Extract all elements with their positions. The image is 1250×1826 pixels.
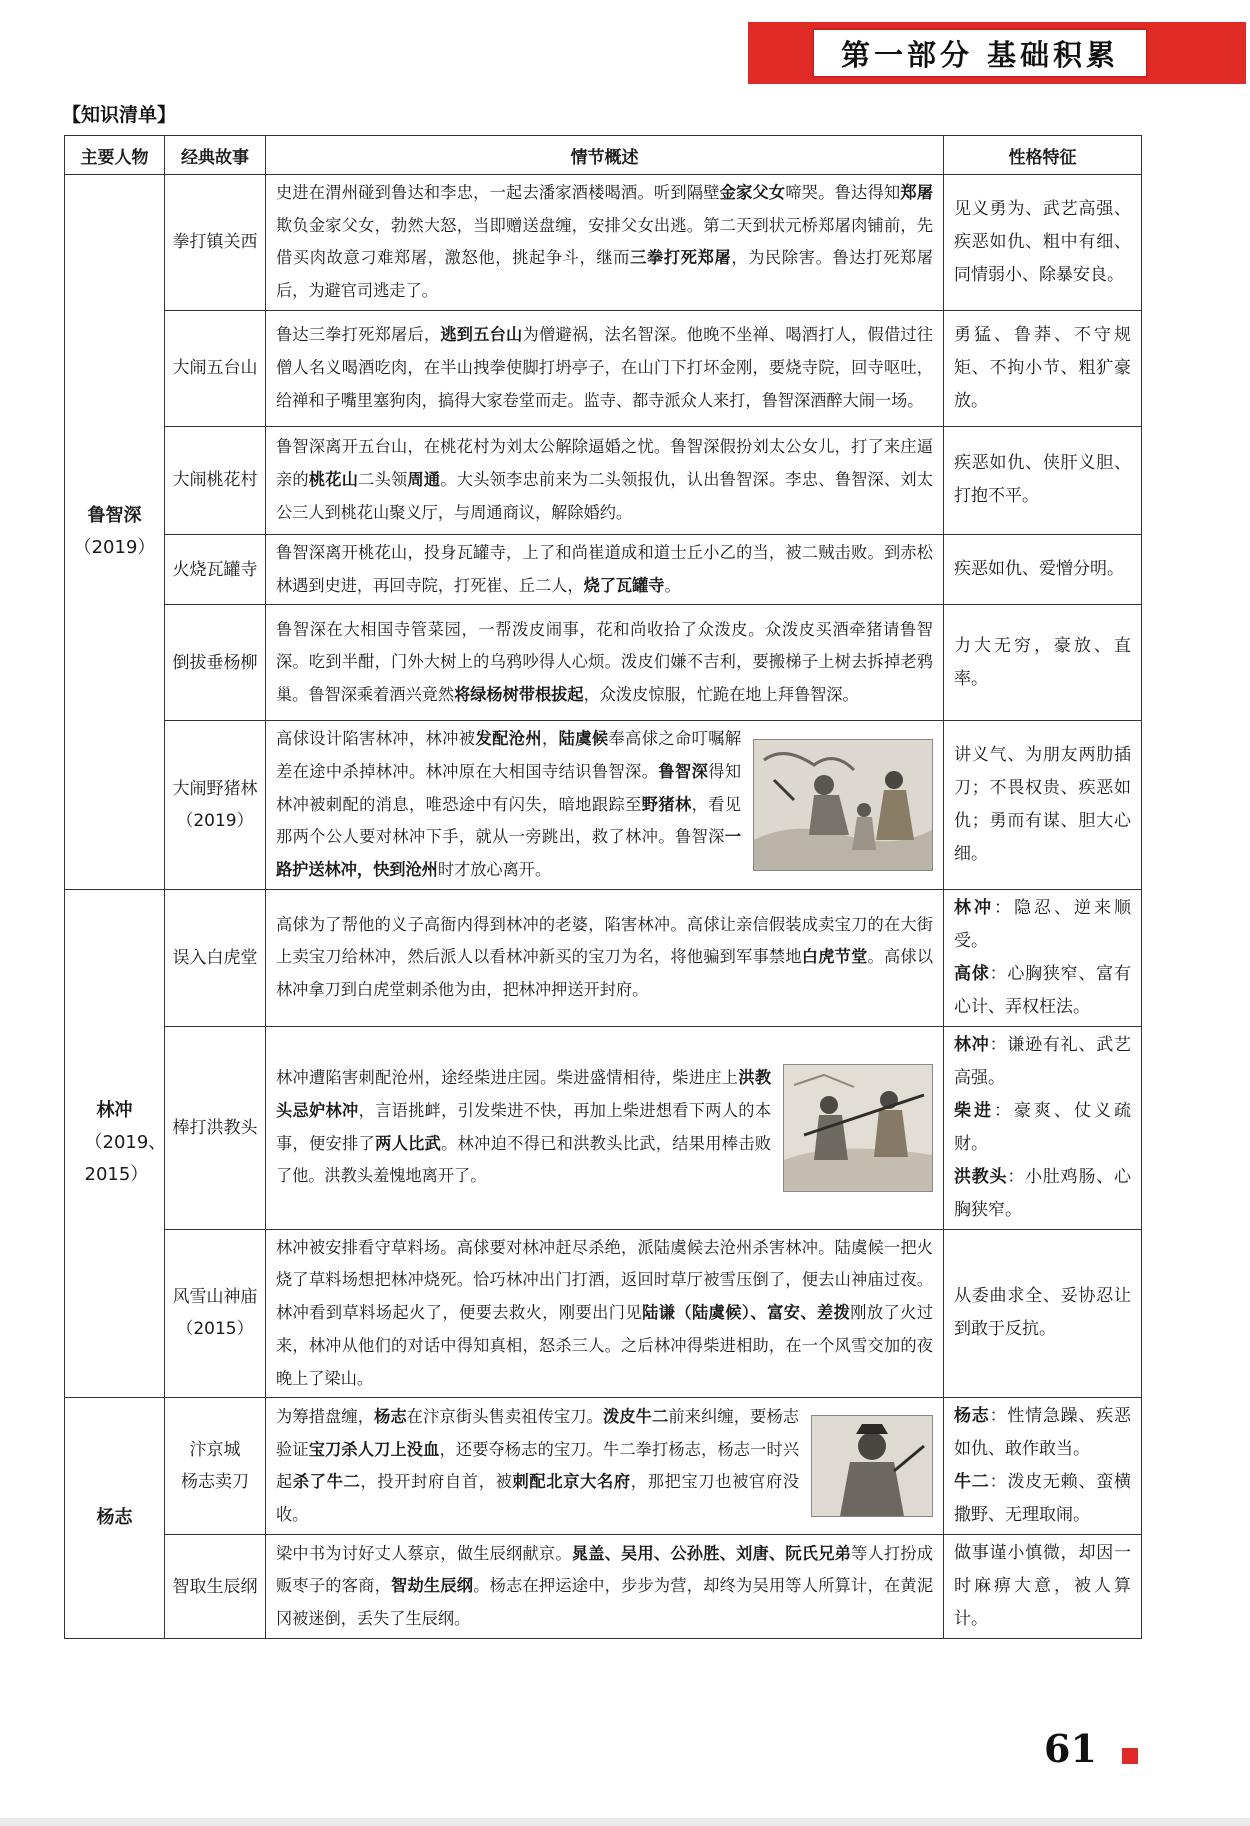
character-trait-cell: [944, 175, 1142, 311]
story-cell: [165, 310, 266, 426]
story-title: 大闹野猪林: [172, 778, 258, 799]
character-trait-cell: [944, 1229, 1142, 1398]
story-cell: [165, 534, 266, 604]
plot-summary-cell: [266, 1398, 944, 1535]
character-cell: [65, 889, 165, 1398]
plot-summary-text: 史进在渭州碰到鲁达和李忠，一起去潘家酒楼喝酒。听到隔壁金家父女啼哭。鲁达得知郑屠欺负金家父女，勃然大怒，当即赠送盘缠，安排父女出逃。第二天到状元桥郑屠肉铺前，先借买肉故意刁难郑屠，激怒他，挑起争斗，继而三拳打死郑屠，为民除害。鲁达打死郑屠后，为避官司逃走了。: [276, 183, 934, 301]
character-trait-cell: [944, 605, 1142, 721]
character-trait-text: 杨志：性情急躁、疾恶如仇、敢作敢当。 牛二：泼皮无赖、蛮横撒野、无理取闹。: [954, 1406, 1132, 1526]
character-trait-text: 林冲：谦逊有礼、武艺高强。 柴进：豪爽、仗义疏财。 洪教头：小肚鸡肠、心胸狭窄。: [954, 1034, 1132, 1220]
story-title: 汴京城 杨志卖刀: [181, 1440, 249, 1493]
story-title: 棒打洪教头: [172, 1117, 258, 1138]
table-row: [65, 889, 1142, 1026]
character-trait-cell: [944, 1398, 1142, 1535]
character-exam-years: （2019）: [73, 536, 156, 558]
character-exam-years: （2019、2015）: [84, 1132, 167, 1186]
plot-summary-cell: [266, 426, 944, 534]
character-trait-text: 勇猛、鲁莽、不守规矩、不拘小节、粗犷豪放。: [954, 324, 1131, 411]
page-number: 61: [1044, 1726, 1097, 1771]
plot-summary-cell: [266, 889, 944, 1026]
character-trait-cell: [944, 1535, 1142, 1639]
plot-summary-text: 林冲被安排看守草料场。高俅要对林冲赶尽杀绝，派陆虞候去沧州杀害林冲。陆虞候一把火烧了草料场想把林冲烧死。恰巧林冲出门打酒，返回时草厅被雪压倒了，便去山神庙过夜。林冲看到草料场起火了，便要去救火，刚要出门见陆谦（陆虞候）、富安、差拨刚放了火过来，林冲从他们的对话中得知真相，怒杀三人。之后林冲得柴进相助，在一个风雪交加的夜晚上了梁山。: [276, 1237, 934, 1388]
story-title: 大闹五台山: [172, 358, 258, 379]
story-illustration: [783, 1064, 933, 1192]
character-trait-cell: [944, 1026, 1142, 1229]
character-trait-text: 讲义气、为朋友两肋插刀；不畏权贵、疾恶如仇；勇而有谋、胆大心细。: [954, 744, 1131, 864]
col-header-character: 主要人物: [65, 136, 165, 175]
character-trait-text: 见义勇为、武艺高强、疾恶如仇、粗中有细、同情弱小、除暴安良。: [954, 198, 1131, 285]
story-cell: [165, 605, 266, 721]
story-exam-year: （2019）: [176, 810, 254, 831]
col-header-story: 经典故事: [165, 136, 266, 175]
plot-summary-text: 为筹措盘缠，杨志在汴京街头售卖祖传宝刀。泼皮牛二前来纠缠，要杨志验证宝刀杀人刀上没血，还要夺杨志的宝刀。牛二拳打杨志，杨志一时兴起杀了牛二，投开封府自首，被刺配北京大名府，那把宝刀也被官府没收。: [276, 1406, 800, 1524]
story-exam-year: （2015）: [176, 1319, 254, 1340]
table-row: [65, 1398, 1142, 1535]
character-name: 杨志: [96, 1507, 133, 1529]
table-row: [65, 534, 1142, 604]
character-trait-cell: [944, 534, 1142, 604]
plot-summary-text: 鲁智深离开五台山，在桃花村为刘太公解除逼婚之忧。鲁智深假扮刘太公女儿，打了来庄逼亲的桃花山二头领周通。大头领李忠前来为二头领报仇，认出鲁智深。李忠、鲁智深、刘太公三人到桃花山聚义厅，与周通商议，解除婚约。: [276, 437, 934, 522]
story-title: 误入白虎堂: [172, 947, 258, 968]
story-illustration: [811, 1415, 933, 1517]
plot-summary-cell: [266, 605, 944, 721]
table-row: [65, 1026, 1142, 1229]
table-row: [65, 721, 1142, 890]
character-trait-text: 疾恶如仇、侠肝义胆、打抱不平。: [954, 453, 1131, 507]
knowledge-list-label: 【知识清单】: [62, 104, 177, 126]
character-name: 鲁智深: [87, 504, 142, 526]
character-trait-text: 做事谨小慎微，却因一时麻痹大意，被人算计。: [954, 1543, 1131, 1630]
story-title: 火烧瓦罐寺: [172, 559, 258, 580]
plot-summary-text: 鲁智深在大相国寺管菜园，一帮泼皮闹事，花和尚收拾了众泼皮。众泼皮买酒牵猪请鲁智深。吃到半酣，门外大树上的乌鸦吵得人心烦。泼皮们嫌不吉利，要搬梯子上树去拆掉老鸦巢。鲁智深乘着酒兴竟然将绿杨树带根拔起，众泼皮惊服，忙跪在地上拜鲁智深。: [276, 619, 933, 705]
character-trait-cell: [944, 889, 1142, 1026]
plot-summary-text: 高俅为了帮他的义子高衙内得到林冲的老婆，陷害林冲。高俅让亲信假装成卖宝刀的在大街上卖宝刀给林冲，然后派人以看林冲新买的宝刀为名，将他骗到军事禁地白虎节堂。高俅以林冲拿刀到白虎堂刺杀他为由，把林冲押送开封府。: [276, 914, 934, 1000]
plot-summary-text: 梁中书为讨好丈人蔡京，做生辰纲献京。晁盖、吴用、公孙胜、刘唐、阮氏兄弟等人打扮成贩枣子的客商，智劫生辰纲。杨志在押运途中，步步为营，却终为吴用等人所算计，在黄泥冈被迷倒，丢失了生辰纲。: [276, 1543, 934, 1629]
character-trait-text: 疾恶如仇、爱憎分明。: [954, 559, 1124, 580]
plot-summary-cell: [266, 1026, 944, 1229]
character-trait-text: 从委曲求全、妥协忍让到敢于反抗。: [954, 1286, 1131, 1340]
col-header-trait: 性格特征: [944, 136, 1142, 175]
plot-summary-text: 林冲遭陷害刺配沧州，途经柴进庄园。柴进盛情相待，柴进庄上洪教头忌妒林冲，言语挑衅，引发柴进不快，再加上柴进想看下两人的本事，便安排了两人比武。林冲迫不得已和洪教头比武，结果用棒击败了他。洪教头羞愧地离开了。: [276, 1068, 772, 1186]
story-cell: [165, 721, 266, 890]
plot-summary-cell: [266, 721, 944, 890]
character-trait-cell: [944, 310, 1142, 426]
story-title: 大闹桃花村: [172, 470, 258, 491]
table-row: [65, 175, 1142, 311]
character-cell: [65, 175, 165, 890]
character-trait-cell: [944, 721, 1142, 890]
character-trait-text: 力大无穷，豪放、直率。: [954, 635, 1131, 689]
story-title: 拳打镇关西: [172, 232, 258, 253]
plot-summary-cell: [266, 1229, 944, 1398]
story-title: 风雪山神庙: [172, 1287, 258, 1308]
plot-summary-cell: [266, 175, 944, 311]
plot-summary-cell: [266, 534, 944, 604]
story-cell: [165, 175, 266, 311]
table-row: [65, 1535, 1142, 1639]
plot-summary-text: 高俅设计陷害林冲，林冲被发配沧州，陆虞候奉高俅之命叮嘱解差在途中杀掉林冲。林冲原在大相国寺结识鲁智深。鲁智深得知林冲被刺配的消息，唯恐途中有闪失，暗地跟踪至野猪林，看见那两个公人要对林冲下手，就从一旁跳出，救了林冲。鲁智深一路护送林冲，快到沧州时才放心离开。: [276, 729, 742, 880]
table-row: [65, 310, 1142, 426]
story-title: 智取生辰纲: [172, 1576, 258, 1597]
plot-summary-cell: [266, 310, 944, 426]
plot-summary-text: 鲁达三拳打死郑屠后，逃到五台山为僧避祸，法名智深。他晚不坐禅、喝酒打人，假借过往僧人名义喝酒吃肉，在半山拽拳使脚打坍亭子，在山门下打坏金刚，要烧寺院，回寺呕吐，给禅和子嘴里塞狗肉，搞得大家卷堂而走。监寺、都寺派众人来打，鲁智深酒醉大闹一场。: [276, 325, 934, 410]
story-cell: [165, 1535, 266, 1639]
table-row: [65, 1229, 1142, 1398]
page-bottom-edge: [0, 1818, 1250, 1826]
knowledge-table: [64, 135, 1142, 1639]
story-title: 倒拔垂杨柳: [172, 652, 258, 673]
story-cell: [165, 1026, 266, 1229]
table-row: [65, 605, 1142, 721]
story-cell: [165, 1398, 266, 1535]
story-cell: [165, 889, 266, 1026]
col-header-plot: 情节概述: [266, 136, 944, 175]
story-illustration: [753, 739, 933, 871]
character-cell: [65, 1398, 165, 1639]
character-trait-text: 林冲：隐忍、逆来顺受。 高俅：心胸狭窄、富有心计、弄权枉法。: [954, 897, 1132, 1017]
story-cell: [165, 1229, 266, 1398]
table-header-row: [65, 136, 1142, 175]
table-row: [65, 426, 1142, 534]
character-name: 林冲: [96, 1100, 133, 1122]
character-trait-cell: [944, 426, 1142, 534]
plot-summary-text: 鲁智深离开桃花山，投身瓦罐寺，上了和尚崔道成和道士丘小乙的当，被二贼击败。到赤松林遇到史进，再回寺院，打死崔、丘二人，烧了瓦罐寺。: [276, 542, 933, 595]
section-title: 第一部分 基础积累: [812, 28, 1148, 78]
plot-summary-cell: [266, 1535, 944, 1639]
story-cell: [165, 426, 266, 534]
page-marker: [1122, 1748, 1138, 1764]
